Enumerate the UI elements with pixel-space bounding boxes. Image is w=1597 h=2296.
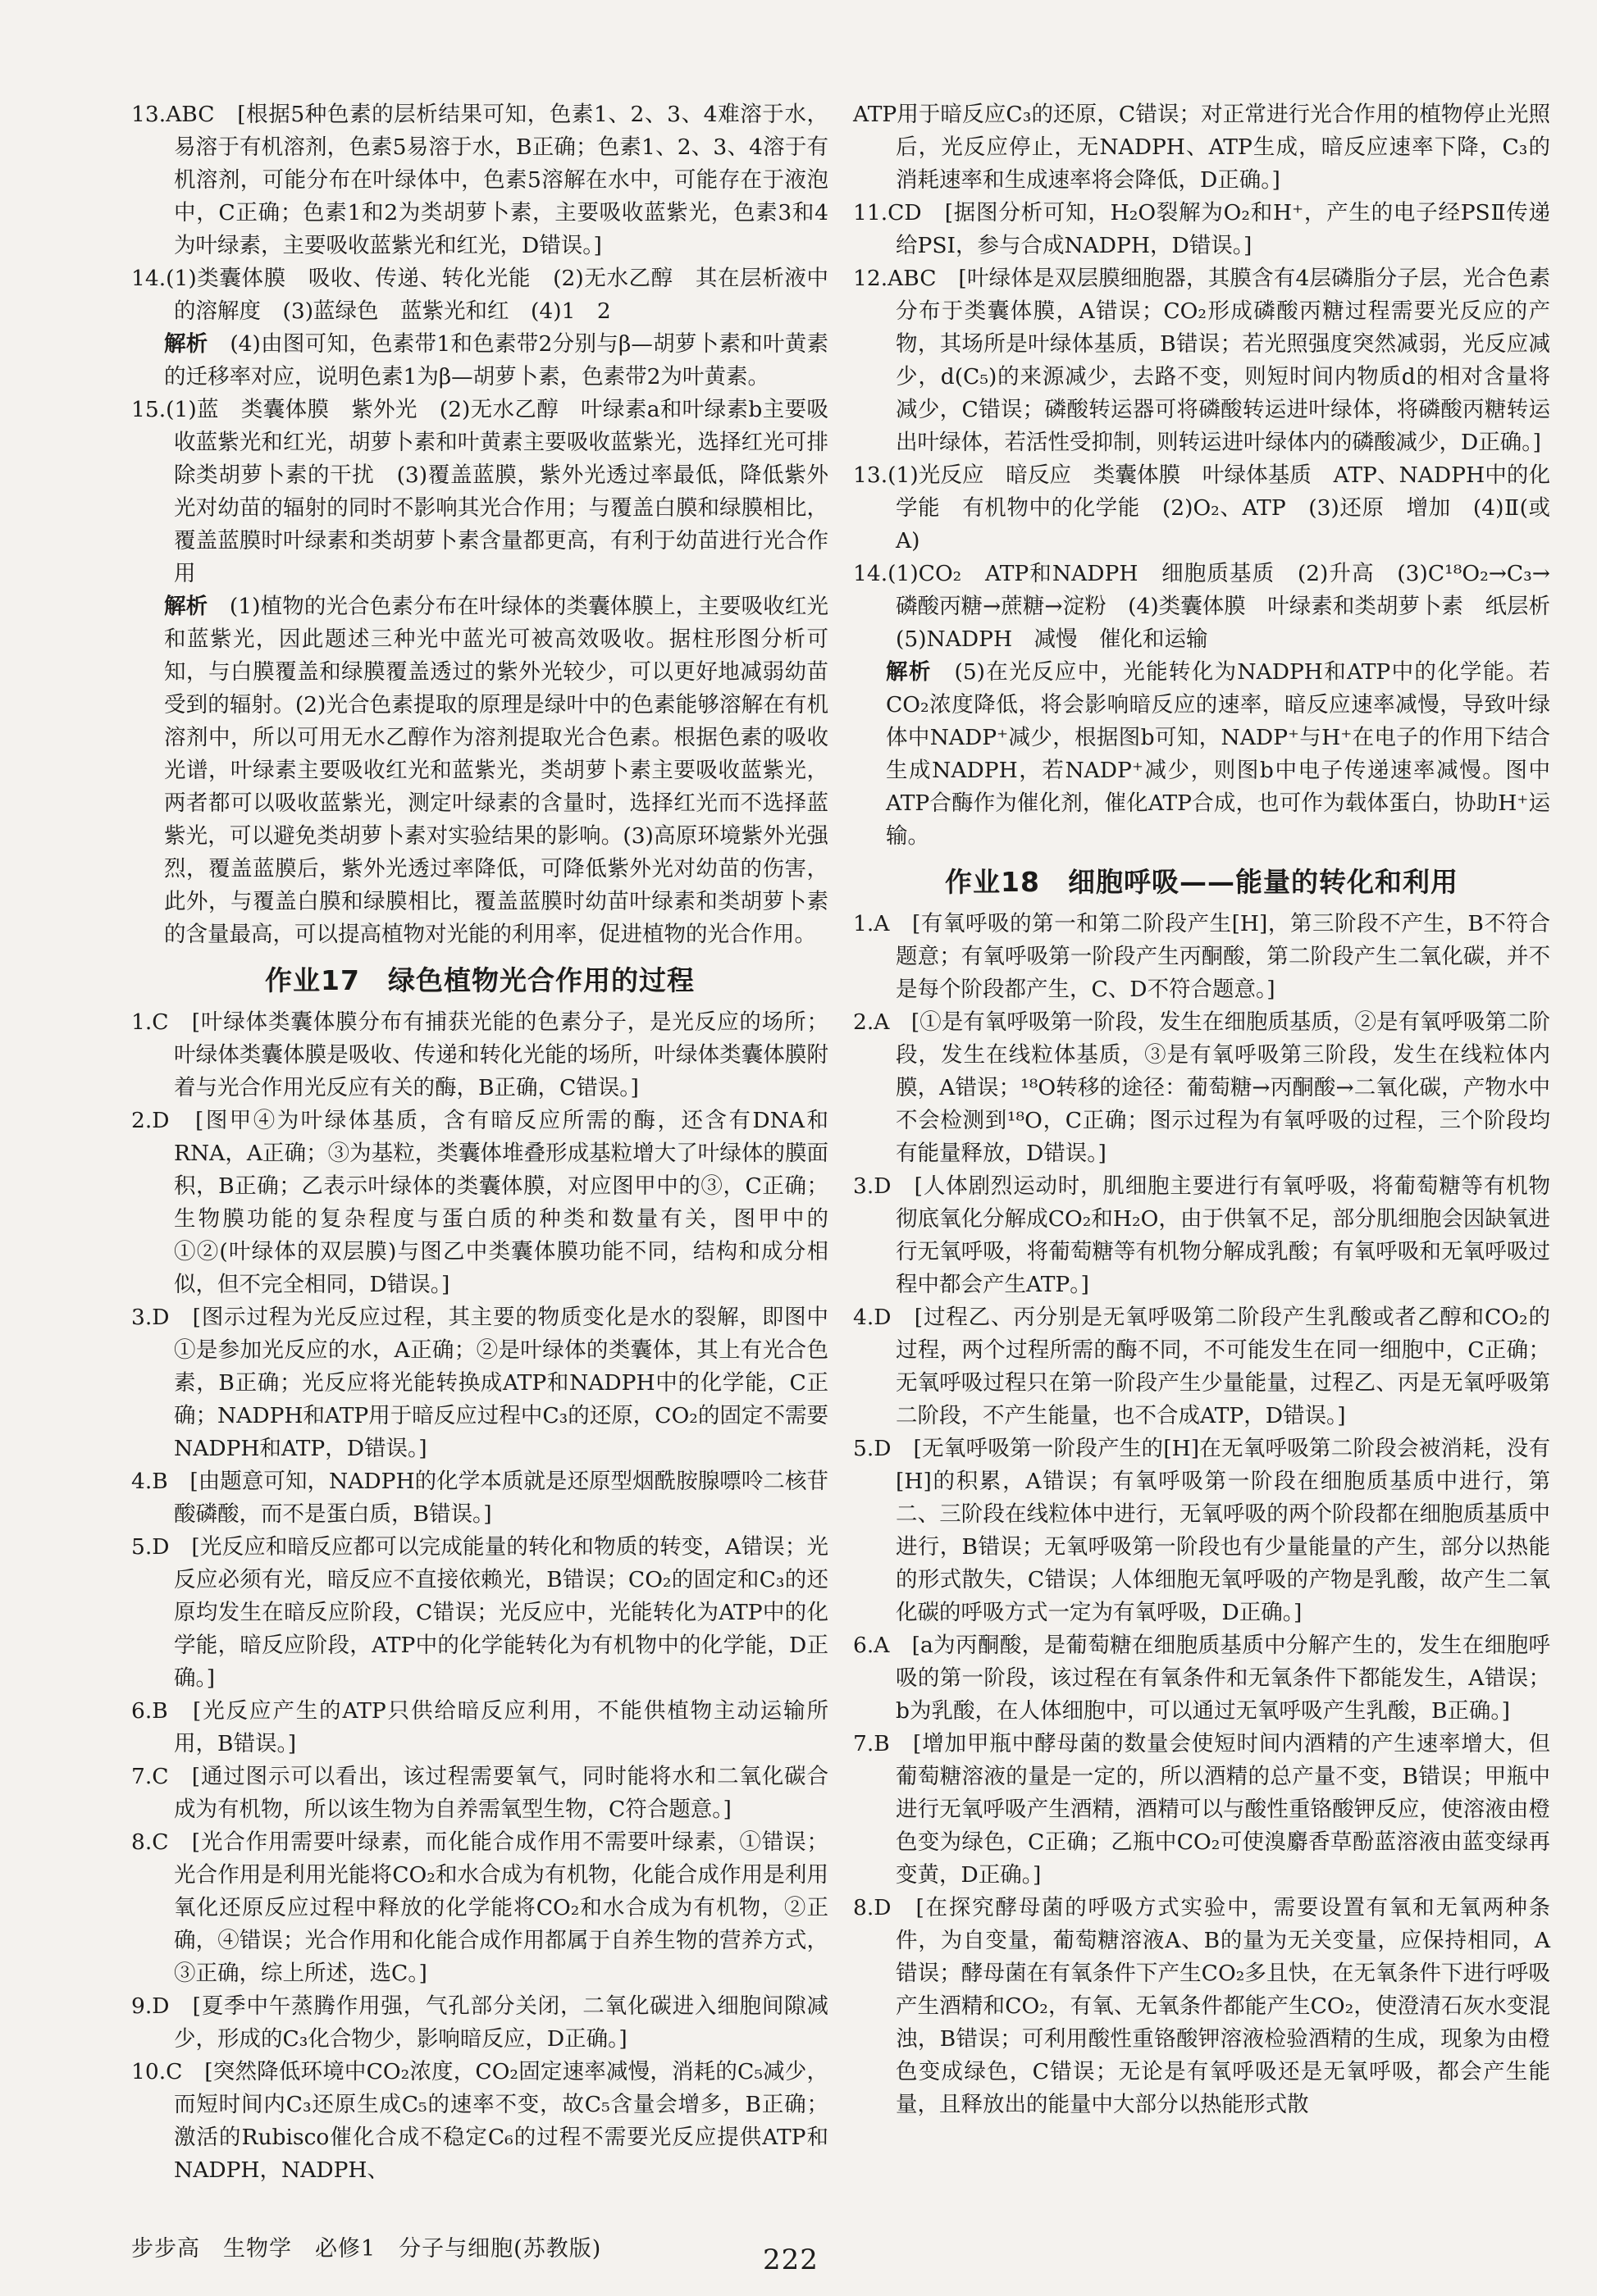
analysis-paragraph [131, 328, 828, 394]
answer-entry: ATP用于暗反应C₃的还原，C错误；对正常进行光合作用的植物停止光照后，光反应停止，无NADPH、ATP生成，暗反应速率下降，C₃的消耗速率和生成速率将会降低，D正确。] [853, 102, 1550, 193]
answer-entry: 15.(1)蓝 类囊体膜 紫外光 (2)无水乙醇 叶绿素a和叶绿素b主要吸收蓝紫光和红光，胡萝卜素和叶黄素主要吸收蓝紫光，选择红光可排除类胡萝卜素的干扰 (3)覆盖蓝膜，紫外光透过率最低，降低紫外光对幼苗的辐射的同时不影响其光合作用；与覆盖白膜和绿膜相比，覆盖蓝膜时叶绿素和类胡萝卜素含量都更高，有利于幼苗进行光合作用 [131, 397, 828, 586]
page-number: 222 [763, 2244, 819, 2276]
answer-entry: 4.B [由题意可知，NADPH的化学本质就是还原型烟酰胺腺嘌呤二核苷酸磷酸，而不是蛋白质，B错误。] [131, 1469, 828, 1527]
answer-entry: 1.A [有氧呼吸的第一和第二阶段产生[H]，第三阶段不产生，B不符合题意；有氧呼吸第一阶段产生丙酮酸，第二阶段产生二氧化碳，并不是每个阶段都产生，C、D不符合题意。] [853, 911, 1550, 1002]
analysis-text: (1)植物的光合色素分布在叶绿体的类囊体膜上，主要吸收红光和蓝紫光，因此题述三种光中蓝光可被高效吸收。据柱形图分析可知，与白膜覆盖和绿膜覆盖透过的紫外光较少，可以更好地减弱幼苗受到的辐射。(2)光合色素提取的原理是绿叶中的色素能够溶解在有机溶剂中，所以可用无水乙醇作为溶剂提取光合色素。根据色素的吸收光谱，叶绿素主要吸收红光和蓝紫光，类胡萝卜素主要吸收蓝紫光，两者都可以吸收蓝紫光，测定叶绿素的含量时，选择红光而不选择蓝紫光，可以避免类胡萝卜素对实验结果的影响。(3)高原环境紫外光强烈，覆盖蓝膜后，紫外光透过率降低，可降低紫外光对幼苗的伤害，此外，与覆盖白膜和绿膜相比，覆盖蓝膜时幼苗叶绿素和类胡萝卜素的含量最高，可以提高植物对光能的利用率，促进植物的光合作用。 [164, 594, 828, 947]
right-column [853, 98, 1572, 2121]
analysis-label: 解析 [164, 331, 208, 357]
analysis-label: 解析 [164, 594, 208, 619]
answer-entry: 8.C [光合作用需要叶绿素，而化能合成作用不需要叶绿素，①错误；光合作用是利用光能将CO₂和水合成为有机物，化能合成作用是利用氧化还原反应过程中释放的化学能将CO₂和水合成为有机物，②正确，④错误；光合作用和化能合成作用都属于自养生物的营养方式，③正确，综上所述，选C。] [131, 1829, 828, 1986]
answer-entry: 5.D [无氧呼吸第一阶段产生的[H]在无氧呼吸第二阶段会被消耗，没有[H]的积累，A错误；有氧呼吸第一阶段在细胞质基质中进行，第二、三阶段在线粒体中进行，无氧呼吸的两个阶段都在细胞质基质中进行，B错误；无氧呼吸第一阶段也有少量能量的产生，部分以热能的形式散失，C错误；人体细胞无氧呼吸的产物是乳酸，故产生二氧化碳的呼吸方式一定为有氧呼吸，D正确。] [853, 1436, 1550, 1625]
analysis-text: (4)由图可知，色素带1和色素带2分别与β—胡萝卜素和叶黄素的迁移率对应，说明色素1为β—胡萝卜素，色素带2为叶黄素。 [164, 331, 828, 390]
answer-entry: 8.D [在探究酵母菌的呼吸方式实验中，需要设置有氧和无氧两种条件，为自变量，葡萄糖溶液A、B的量为无关变量，应保持相同，A错误；酵母菌在有氧条件下产生CO₂多且快，在无氧条件下进行呼吸产生酒精和CO₂，有氧、无氧条件都能产生CO₂，使澄清石灰水变混浊，B错误；可利用酸性重铬酸钾溶液检验酒精的生成，现象为由橙色变成绿色，C错误；无论是有氧呼吸还是无氧呼吸，都会产生能量，且释放出的能量中大部分以热能形式散 [853, 1895, 1550, 2117]
answer-entry: 10.C [突然降低环境中CO₂浓度，CO₂固定速率减慢，消耗的C₅减少，而短时间内C₃还原生成C₅的速率不变，故C₅含量会增多，B正确；激活的Rubisco催化合成不稳定C₆的过程不需要光反应提供ATP和NADPH，NADPH、 [131, 2059, 828, 2183]
analysis-paragraph [853, 656, 1550, 853]
answer-entry: 14.(1)CO₂ ATP和NADPH 细胞质基质 (2)升高 (3)C¹⁸O₂→C₃→磷酸丙糖→蔗糖→淀粉 (4)类囊体膜 叶绿素和类胡萝卜素 纸层析 (5)NADPH 减慢 催化和运输 [853, 561, 1572, 652]
answer-entry: 6.A [a为丙酮酸，是葡萄糖在细胞质基质中分解产生的，发生在细胞呼吸的第一阶段，该过程在有氧条件和无氧条件下都能发生，A错误；b为乳酸，在人体细胞中，可以通过无氧呼吸产生乳酸，B正确。] [853, 1633, 1550, 1724]
answer-entry: 3.D [图示过程为光反应过程，其主要的物质变化是水的裂解，即图中①是参加光反应的水，A正确；②是叶绿体的类囊体，其上有光合色素，B正确；光反应将光能转换成ATP和NADPH中的化学能，C正确；NADPH和ATP用于暗反应过程中C₃的还原，CO₂的固定不需要NADPH和ATP，D错误。] [131, 1305, 828, 1461]
answer-entry: 4.D [过程乙、丙分别是无氧呼吸第二阶段产生乳酸或者乙醇和CO₂的过程，两个过程所需的酶不同，不可能发生在同一细胞中，C正确；无氧呼吸过程只在第一阶段产生少量能量，过程乙、丙是无氧呼吸第二阶段，不产生能量，也不合成ATP，D错误。] [853, 1305, 1550, 1428]
answer-entry: 5.D [光反应和暗反应都可以完成能量的转化和物质的转变，A错误；光反应必须有光，暗反应不直接依赖光，B错误；CO₂的固定和C₃的还原均发生在暗反应阶段，C错误；光反应中，光能转化为ATP中的化学能，暗反应阶段，ATP中的化学能转化为有机物中的化学能，D正确。] [131, 1534, 828, 1691]
answer-entry: 6.B [光反应产生的ATP只供给暗反应利用，不能供植物主动运输所用，B错误。] [131, 1698, 828, 1756]
answer-entry: 7.C [通过图示可以看出，该过程需要氧气，同时能将水和二氧化碳合成为有机物，所以该生物为自养需氧型生物，C符合题意。] [131, 1764, 828, 1822]
answer-entry: 9.D [夏季中午蒸腾作用强，气孔部分关闭，二氧化碳进入细胞间隙减少，形成的C₃化合物少，影响暗反应，D正确。] [131, 1993, 828, 2052]
section-title: 作业18 细胞呼吸——能量的转化和利用 [945, 866, 1458, 898]
analysis-paragraph [131, 590, 828, 951]
answer-entry: 7.B [增加甲瓶中酵母菌的数量会使短时间内酒精的产生速率增大，但葡萄糖溶液的量是一定的，所以酒精的总产量不变，B错误；甲瓶中进行无氧呼吸产生酒精，酒精可以与酸性重铬酸钾反应，使溶液由橙色变为绿色，C正确；乙瓶中CO₂可使溴麝香草酚蓝溶液由蓝变绿再变黄，D正确。] [853, 1731, 1550, 1888]
answer-entry: 13.ABC [根据5种色素的层析结果可知，色素1、2、3、4难溶于水，易溶于有机溶剂，色素5易溶于水，B正确；色素1、2、3、4溶于有机溶剂，可能分布在叶绿体中，色素5溶解在水中，可能存在于液泡中，C正确；色素1和2为类胡萝卜素，主要吸收蓝紫光，色素3和4为叶绿素，主要吸收蓝紫光和红光，D错误。] [131, 102, 828, 258]
analysis-text: (5)在光反应中，光能转化为NADPH和ATP中的化学能。若CO₂浓度降低，将会影响暗反应的速率，暗反应速率减慢，导致叶绿体中NADP⁺减少，根据图b可知，NADP⁺与H⁺在电子的作用下结合生成NADPH，若NADP⁺减少，则图b中电子传递速率减慢。图中ATP合酶作为催化剂，催化ATP合成，也可作为载体蛋白，协助H⁺运输。 [886, 659, 1551, 849]
answer-entry: 11.CD [据图分析可知，H₂O裂解为O₂和H⁺，产生的电子经PSⅡ传递给PSⅠ，参与合成NADPH，D错误。] [853, 200, 1550, 258]
footer-book-title: 步步高 生物学 必修1 分子与细胞(苏教版) [131, 2236, 602, 2262]
section-title: 作业17 绿色植物光合作用的过程 [265, 964, 695, 996]
answer-entry: 12.ABC [叶绿体是双层膜细胞器，其膜含有4层磷脂分子层，光合色素分布于类囊体膜，A错误；CO₂形成磷酸丙糖过程需要光反应的产物，其场所是叶绿体基质，B错误；若光照强度突然减弱，光反应减少，d(C₅)的来源减少，去路不变，则短时间内物质d的相对含量将减少，C错误；磷酸转运器可将磷酸转运进叶绿体，将磷酸丙糖转运出叶绿体，若活性受抑制，则转运进叶绿体内的磷酸减少，D正确。] [853, 266, 1550, 455]
answer-entry: 14.(1)类囊体膜 吸收、传递、转化光能 (2)无水乙醇 其在层析液中的溶解度 (3)蓝绿色 蓝紫光和红 (4)1 2 [131, 266, 828, 324]
answer-entry: 13.(1)光反应 暗反应 类囊体膜 叶绿体基质 ATP、NADPH中的化学能 有机物中的化学能 (2)O₂、ATP (3)还原 增加 (4)Ⅱ(或A) [853, 462, 1550, 554]
answer-entry: 1.C [叶绿体类囊体膜分布有捕获光能的色素分子，是光反应的场所；叶绿体类囊体膜是吸收、传递和转化光能的场所，叶绿体类囊体膜附着与光合作用光反应有关的酶，B正确，C错误。] [131, 1009, 828, 1100]
answer-entry: 2.D [图甲④为叶绿体基质，含有暗反应所需的酶，还含有DNA和RNA，A正确；③为基粒，类囊体堆叠形成基粒增大了叶绿体的膜面积，B正确；乙表示叶绿体的类囊体膜，对应图甲中的③，C正确；生物膜功能的复杂程度与蛋白质的种类和数量有关，图甲中的①②(叶绿体的双层膜)与图乙中类囊体膜功能不同，结构和成分相似，但不完全相同，D错误。] [131, 1108, 828, 1297]
left-column [131, 98, 828, 2187]
answer-entry: 3.D [人体剧烈运动时，肌细胞主要进行有氧呼吸，将葡萄糖等有机物彻底氧化分解成CO₂和H₂O，由于供氧不足，部分肌细胞会因缺氧进行无氧呼吸，将葡萄糖等有机物分解成乳酸；有氧呼吸和无氧呼吸过程中都会产生ATP。] [853, 1173, 1550, 1297]
answer-entry: 2.A [①是有氧呼吸第一阶段，发生在细胞质基质，②是有氧呼吸第二阶段，发生在线粒体基质，③是有氧呼吸第三阶段，发生在线粒体内膜，A错误；¹⁸O转移的途径：葡萄糖→丙酮酸→二氧化碳，产物水中不会检测到¹⁸O，C正确；图示过程为有氧呼吸的过程，三个阶段均有能量释放，D错误。] [853, 1009, 1550, 1166]
analysis-label: 解析 [886, 659, 932, 685]
